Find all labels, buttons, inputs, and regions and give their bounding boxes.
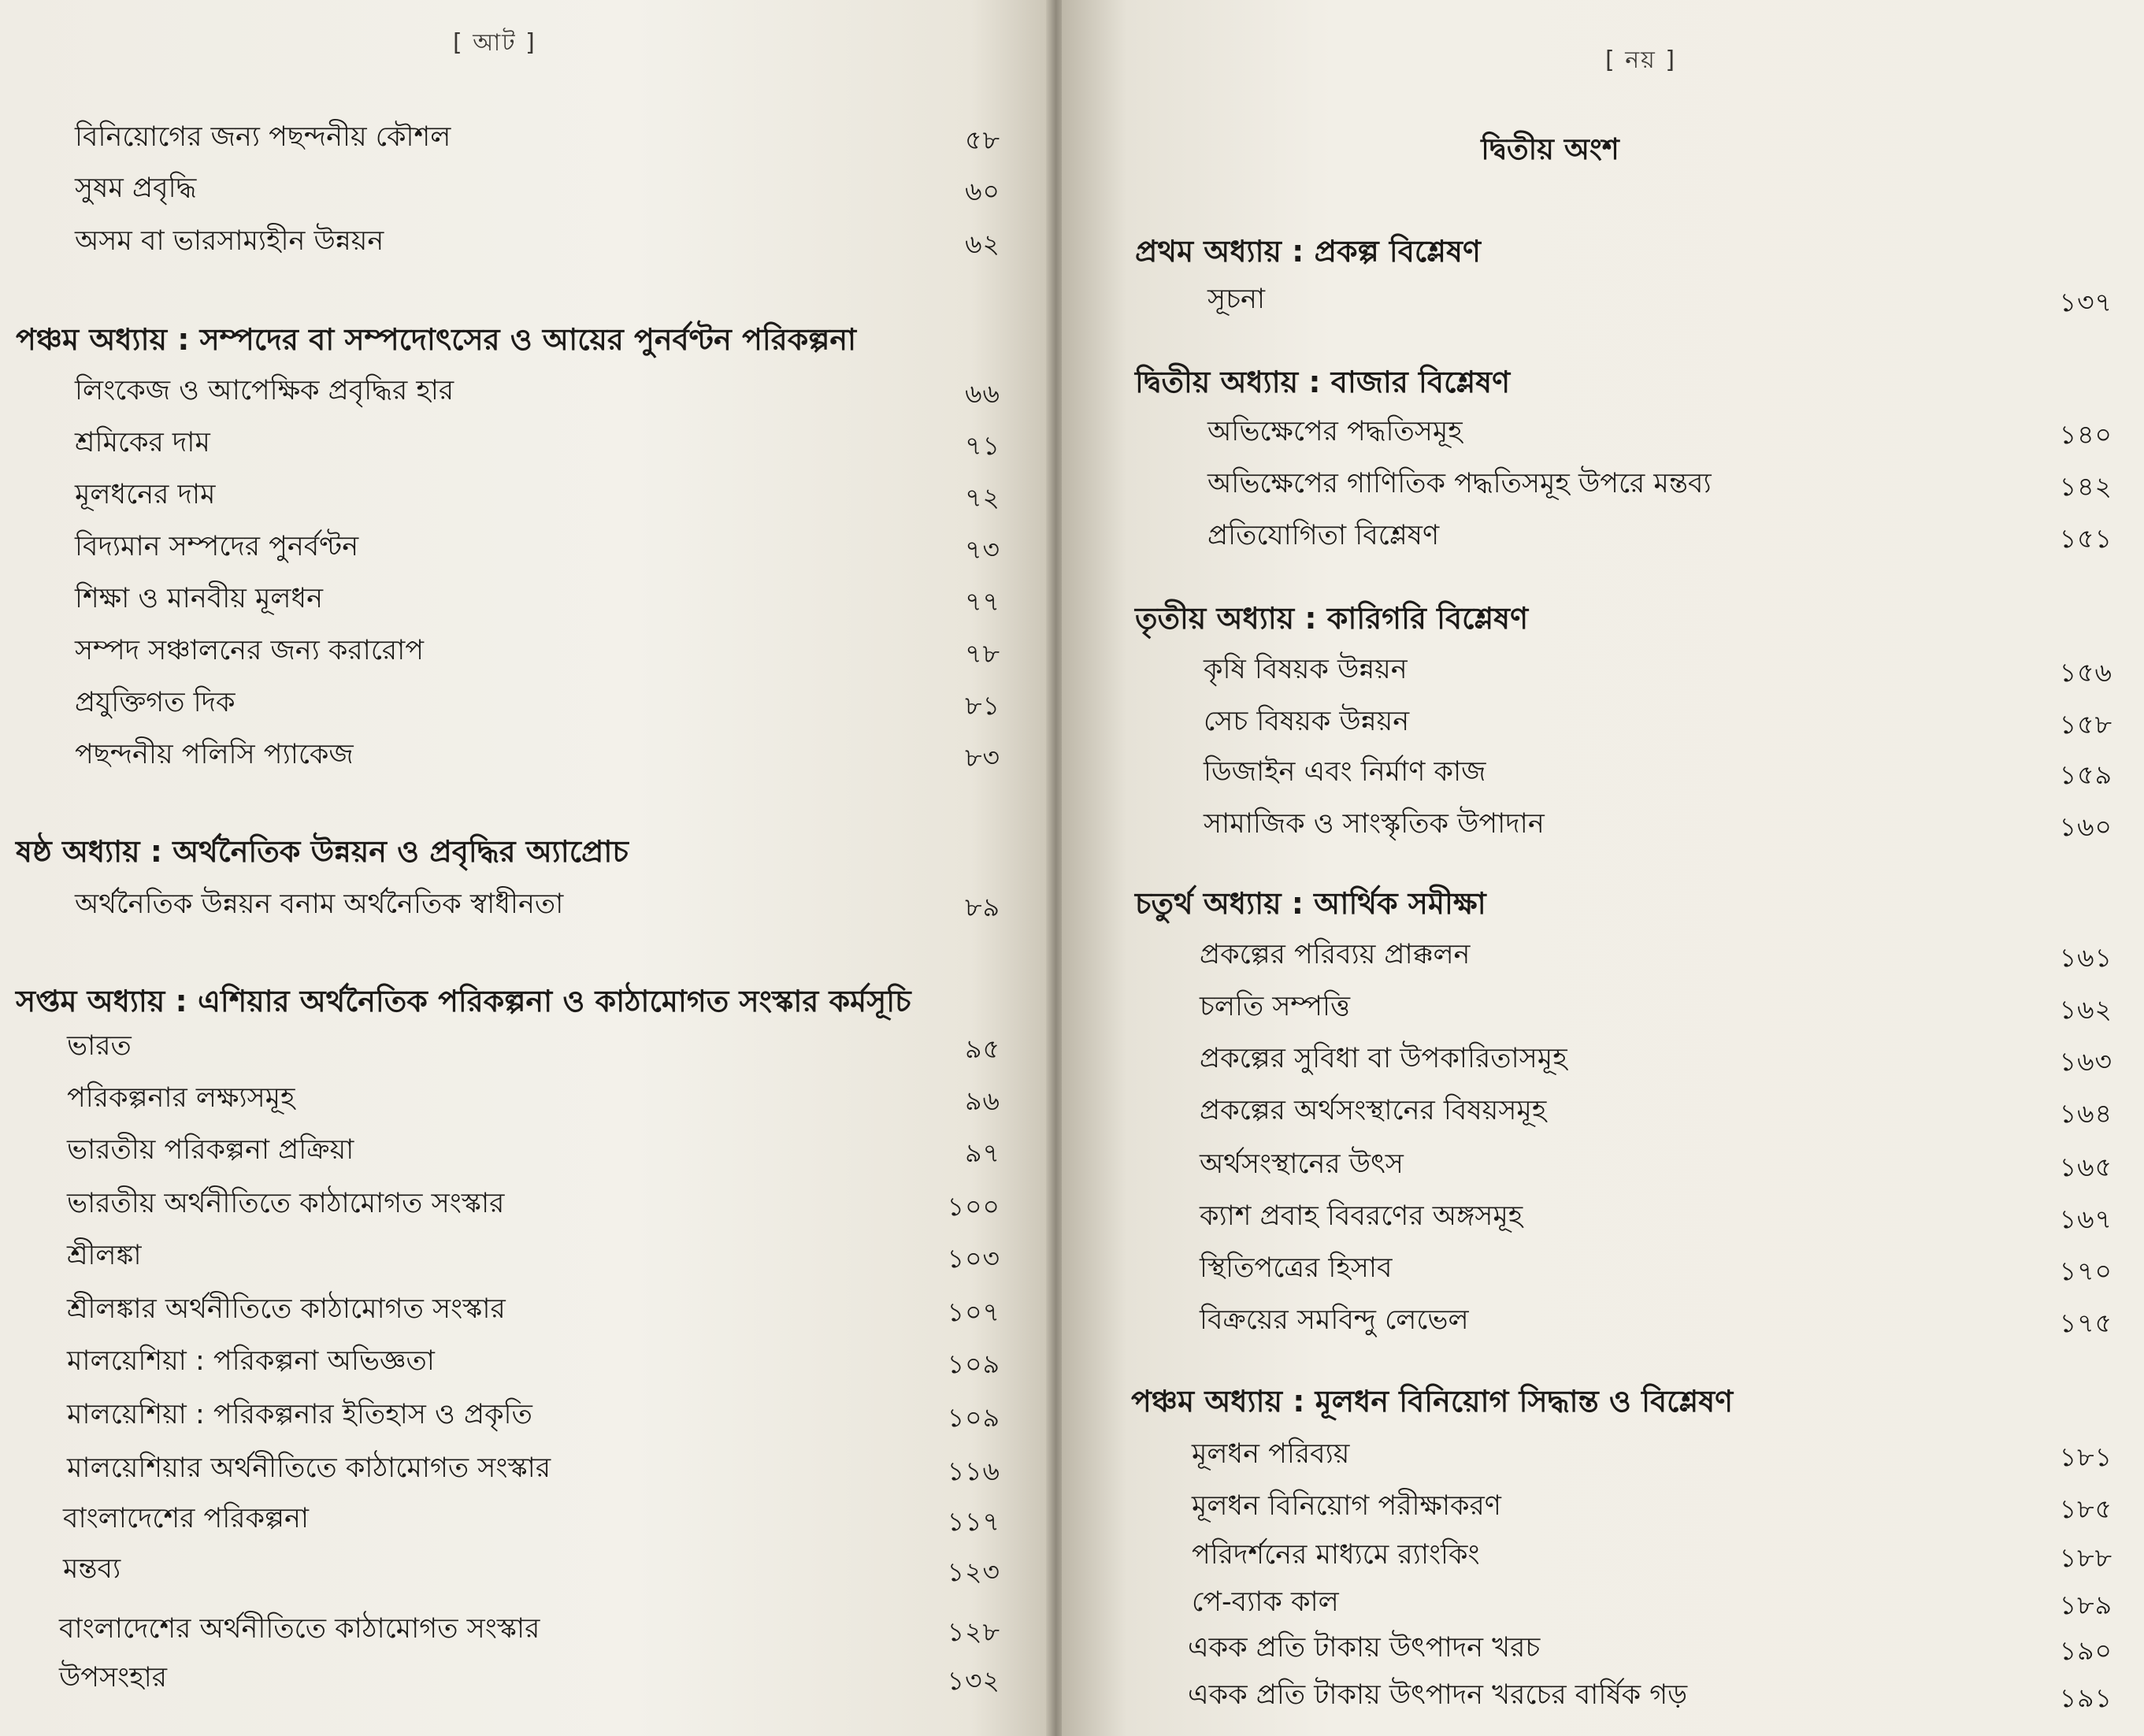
toc-entry-page: ৭১ (965, 430, 1000, 461)
toc-entry (1062, 802, 2144, 841)
toc-entry-page: ১৬৫ (2059, 1152, 2112, 1182)
toc-entry-title: মন্তব্য (63, 1553, 121, 1585)
toc-entry-title: সেচ বিষয়ক উন্নয়ন (1204, 706, 1410, 737)
toc-entry-page: ৮৩ (965, 742, 1000, 773)
toc-entry (0, 577, 1055, 616)
toc-entry (1062, 647, 2144, 687)
toc-entry-title: সুষম প্রবৃদ্ধি (75, 172, 197, 204)
toc-entry-page: ১৩৭ (2059, 287, 2112, 317)
toc-entry (0, 681, 1055, 720)
toc-entry-title: মূলধনের দাম (75, 479, 216, 510)
toc-entry (1062, 1298, 2144, 1337)
toc-entry (0, 1497, 1055, 1536)
toc-entry-page: ১২৮ (947, 1616, 1000, 1647)
toc-entry (0, 473, 1055, 512)
toc-entry-page: ১৭৫ (2059, 1308, 2112, 1338)
toc-entry (1062, 985, 2144, 1024)
toc-entry (1062, 410, 2144, 449)
toc-entry-page: ১৬০ (2059, 811, 2112, 842)
toc-entry-page: ১৪২ (2059, 471, 2112, 502)
page-number-left: [ আট ] (453, 29, 536, 57)
toc-entry-page: ১০০ (947, 1191, 1000, 1222)
toc-entry-title: সূচনা (1207, 284, 1266, 315)
toc-entry (1062, 1194, 2144, 1233)
toc-entry-title: বিনিয়োগের জন্য পছন্দনীয় কৌশল (75, 121, 451, 153)
toc-entry-title: মালয়েশিয়ার অর্থনীতিতে কাঠামোগত সংস্কার (67, 1452, 551, 1484)
part-heading: দ্বিতীয় অংশ (1481, 132, 1619, 166)
toc-entry-title: ভারতীয় অর্থনীতিতে কাঠামোগত সংস্কার (67, 1188, 505, 1219)
toc-entry-title: অর্থনৈতিক উন্নয়ন বনাম অর্থনৈতিক স্বাধীনতা (75, 888, 564, 920)
toc-entry-page: ৬২ (965, 228, 1000, 259)
toc-entry-page: ১৬৭ (2059, 1204, 2112, 1234)
toc-entry-title: সামাজিক ও সাংস্কৃতিক উপাদান (1204, 808, 1545, 840)
chapter-heading: তৃতীয় অধ্যায় : কারিগরি বিশ্লেষণ (1135, 601, 1529, 636)
toc-entry-page: ১৬১ (2059, 942, 2112, 973)
toc-entry (0, 1024, 1055, 1063)
toc-entry (1062, 933, 2144, 972)
toc-entry-page: ৭২ (965, 482, 1000, 513)
toc-entry-page: ১২৩ (947, 1556, 1000, 1587)
toc-entry-title: মালয়েশিয়া : পরিকল্পনা অভিজ্ঞতা (67, 1345, 435, 1377)
toc-entry-title: একক প্রতি টাকায় উৎপাদন খরচের বার্ষিক গড় (1188, 1679, 1688, 1711)
toc-entry-title: একক প্রতি টাকায় উৎপাদন খরচ (1188, 1632, 1541, 1664)
toc-entry-title: উপসংহার (59, 1662, 167, 1693)
toc-entry-page: ৮৯ (965, 892, 1000, 922)
toc-entry-page: ১৩২ (947, 1665, 1000, 1696)
toc-entry-page: ৯৫ (965, 1033, 1000, 1064)
toc-entry-page: ৭৭ (965, 586, 1000, 617)
toc-entry-page: ১৬৩ (2059, 1046, 2112, 1077)
toc-entry (1062, 1673, 2144, 1712)
toc-entry (0, 166, 1055, 206)
toc-entry (1062, 699, 2144, 739)
chapter-heading: প্রথম অধ্যায় : প্রকল্প বিশ্লেষণ (1135, 234, 1481, 269)
toc-entry (0, 1656, 1055, 1695)
toc-entry (0, 882, 1055, 922)
toc-entry-page: ১১৬ (947, 1456, 1000, 1486)
chapter-heading: চতুর্থ অধ্যায় : আর্থিক সমীক্ষা (1135, 886, 1486, 921)
toc-entry (0, 1607, 1055, 1646)
toc-entry (1062, 514, 2144, 553)
chapter-heading: দ্বিতীয় অধ্যায় : বাজার বিশ্লেষণ (1135, 365, 1511, 399)
toc-entry-title: স্থিতিপত্রের হিসাব (1200, 1252, 1393, 1284)
toc-entry (0, 1446, 1055, 1486)
toc-entry-title: কৃষি বিষয়ক উন্নয়ন (1204, 654, 1408, 685)
toc-entry-title: অর্থসংস্থানের উৎস (1200, 1148, 1404, 1180)
toc-entry-title: প্রতিযোগিতা বিশ্লেষণ (1207, 520, 1440, 551)
toc-entry-page: ১৯০ (2059, 1635, 2112, 1666)
toc-entry-page: ১৮৯ (2059, 1589, 2112, 1620)
toc-entry (0, 1076, 1055, 1115)
toc-entry-title: পে-ব্যাক কাল (1192, 1586, 1339, 1618)
toc-entry-title: ডিজাইন এবং নির্মাণ কাজ (1204, 756, 1486, 788)
toc-entry (0, 525, 1055, 564)
toc-entry-title: বাংলাদেশের অর্থনীতিতে কাঠামোগত সংস্কার (59, 1613, 540, 1645)
chapter-heading: সপ্তম অধ্যায় : এশিয়ার অর্থনৈতিক পরিকল্পনা ও কাঠামোগত সংস্কার কর্মসূচি (16, 984, 911, 1018)
toc-entry (1062, 1432, 2144, 1471)
toc-entry (0, 1128, 1055, 1167)
toc-entry-page: ১৮৮ (2059, 1542, 2112, 1573)
toc-entry-title: অভিক্ষেপের গাণিতিক পদ্ধতিসমূহ উপরে মন্তব্য (1207, 468, 1712, 499)
toc-entry-title: শিক্ষা ও মানবীয় মূলধন (75, 583, 323, 614)
toc-entry-page: ১৭০ (2059, 1256, 2112, 1286)
chapter-heading: পঞ্চম অধ্যায় : মূলধন বিনিয়োগ সিদ্ধান্ত ও বিশ্লেষণ (1131, 1384, 1734, 1419)
toc-entry-page: ১৮৫ (2059, 1493, 2112, 1524)
toc-entry-title: প্রকল্পের অর্থসংস্থানের বিষয়সমূহ (1200, 1095, 1547, 1126)
toc-entry-page: ১৪০ (2059, 419, 2112, 450)
toc-entry-page: ৮১ (965, 690, 1000, 721)
toc-entry-title: চলতি সম্পত্তি (1200, 991, 1351, 1022)
toc-entry-page: ৬০ (965, 176, 1000, 206)
toc-entry-title: পরিদর্শনের মাধ্যমে র‍্যাংকিং (1192, 1539, 1480, 1571)
toc-entry (1062, 750, 2144, 789)
toc-entry-title: শ্রীলঙ্কার অর্থনীতিতে কাঠামোগত সংস্কার (67, 1293, 506, 1325)
toc-entry-title: বাংলাদেশের পরিকল্পনা (63, 1503, 310, 1534)
toc-entry-title: বিক্রয়ের সমবিন্দু লেভেল (1200, 1304, 1469, 1336)
toc-entry (1062, 1142, 2144, 1181)
toc-entry (1062, 1089, 2144, 1128)
toc-entry-page: ৫৮ (965, 124, 1000, 155)
toc-entry-title: বিদ্যমান সম্পদের পুনর্বণ্টন (75, 531, 359, 562)
chapter-heading: পঞ্চম অধ্যায় : সম্পদের বা সম্পদোৎসের ও আয়ের পুনর্বণ্টন পরিকল্পনা (16, 322, 857, 357)
toc-entry (0, 1393, 1055, 1432)
toc-entry-title: শ্রমিকের দাম (75, 427, 210, 458)
toc-entry (0, 629, 1055, 668)
toc-entry-page: ১০৯ (947, 1348, 1000, 1379)
toc-entry (1062, 1037, 2144, 1076)
toc-entry-page: ৭৩ (965, 534, 1000, 565)
toc-entry-page: ১৯১ (2059, 1682, 2112, 1713)
toc-entry (1062, 1246, 2144, 1285)
toc-entry-page: ১৫৬ (2059, 657, 2112, 688)
toc-entry-page: ১০৯ (947, 1402, 1000, 1433)
toc-entry-page: ১৫৮ (2059, 709, 2112, 740)
toc-entry-page: ১১৭ (947, 1506, 1000, 1537)
toc-entry-page: ১৫১ (2059, 523, 2112, 554)
toc-entry-title: মূলধন পরিব্যয় (1192, 1438, 1350, 1470)
toc-entry-title: অভিক্ষেপের পদ্ধতিসমূহ (1207, 416, 1463, 447)
toc-entry (1062, 1533, 2144, 1572)
toc-entry-title: প্রকল্পের সুবিধা বা উপকারিতাসমূহ (1200, 1043, 1567, 1074)
toc-entry-page: ১০৩ (947, 1243, 1000, 1274)
toc-entry (0, 115, 1055, 154)
toc-entry-title: শ্রীলঙ্কা (67, 1240, 142, 1271)
page-number-right: [ নয় ] (1605, 46, 1677, 74)
toc-entry-title: ভারতীয় পরিকল্পনা প্রক্রিয়া (67, 1134, 354, 1166)
toc-entry (0, 1339, 1055, 1378)
toc-entry-page: ১৫৯ (2059, 759, 2112, 790)
toc-entry-page: ১৬২ (2059, 994, 2112, 1025)
chapter-heading: ষষ্ঠ অধ্যায় : অর্থনৈতিক উন্নয়ন ও প্রবৃদ্ধির অ্যাপ্রোচ (16, 834, 629, 869)
toc-entry (0, 219, 1055, 258)
toc-entry-title: সম্পদ সঞ্চালনের জন্য করারোপ (75, 635, 425, 666)
toc-entry (0, 1233, 1055, 1273)
toc-entry (0, 421, 1055, 460)
toc-entry-page: ১৮১ (2059, 1441, 2112, 1472)
toc-entry-title: ক্যাশ প্রবাহ বিবরণের অঙ্গসমূহ (1200, 1200, 1523, 1232)
toc-entry-page: ৭৮ (965, 638, 1000, 669)
toc-entry (1062, 462, 2144, 501)
right-page (1062, 0, 2144, 1736)
left-page (0, 0, 1055, 1736)
toc-entry (0, 1181, 1055, 1221)
toc-entry-title: অসম বা ভারসাম্যহীন উন্নয়ন (75, 225, 384, 257)
toc-entry-page: ১৬৪ (2059, 1098, 2112, 1129)
toc-entry-page: ৯৬ (965, 1085, 1000, 1116)
toc-entry-page: ১০৭ (947, 1296, 1000, 1327)
toc-entry-page: ৯৭ (965, 1137, 1000, 1168)
toc-entry (0, 369, 1055, 408)
toc-entry (0, 1547, 1055, 1586)
toc-entry (1062, 1484, 2144, 1523)
toc-entry (1062, 1580, 2144, 1619)
toc-entry-title: লিংকেজ ও আপেক্ষিক প্রবৃদ্ধির হার (75, 375, 454, 406)
toc-entry (0, 733, 1055, 772)
toc-entry-title: মালয়েশিয়া : পরিকল্পনার ইতিহাস ও প্রকৃতি (67, 1399, 532, 1430)
toc-entry-title: ভারত (67, 1030, 132, 1062)
toc-entry-title: পছন্দনীয় পলিসি প্যাকেজ (75, 739, 354, 770)
toc-entry-title: পরিকল্পনার লক্ষ্যসমূহ (67, 1082, 295, 1114)
toc-entry-title: প্রযুক্তিগত দিক (75, 687, 236, 718)
toc-entry (1062, 1626, 2144, 1665)
toc-entry-page: ৬৬ (965, 378, 1000, 409)
toc-entry (1062, 277, 2144, 317)
toc-entry (0, 1287, 1055, 1326)
toc-entry-title: মূলধন বিনিয়োগ পরীক্ষাকরণ (1192, 1490, 1501, 1522)
toc-entry-title: প্রকল্পের পরিব্যয় প্রাক্কলন (1200, 939, 1471, 970)
